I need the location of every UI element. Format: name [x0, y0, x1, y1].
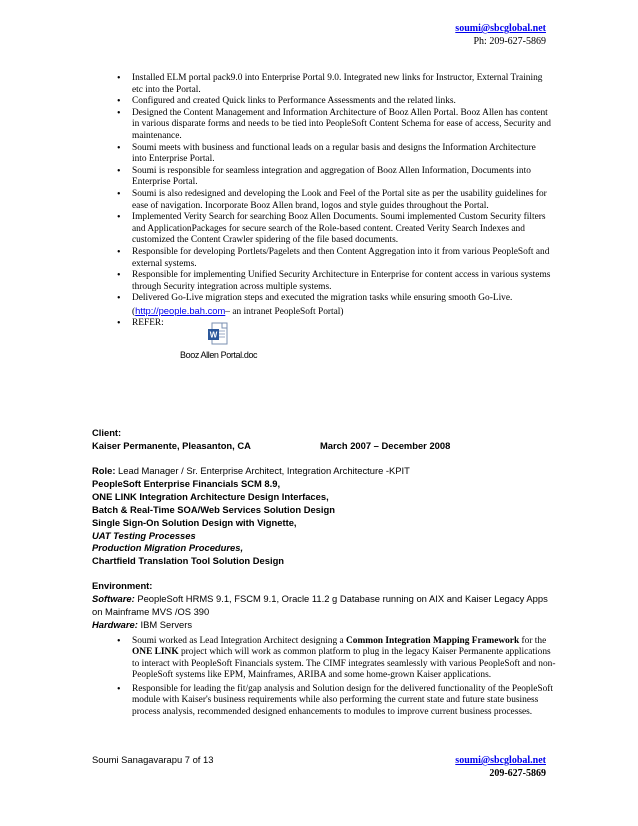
list-item: • Soumi meets with business and functional leads on a regular basis and designs the Information Architecture into Enterprise Portal.: [116, 143, 552, 166]
framework-name: Common Integration Mapping Framework: [346, 636, 520, 646]
attachment-filename[interactable]: Booz Allen Portal.doc: [180, 350, 258, 360]
list-item: [116, 293, 552, 318]
list-item: • Designed the Content Management and Information Architecture of Booz Allen Portal. Booz Allen has content in various disparate forms and needs to be tied into PeopleSoft Content Schema for ease of access, Security and maintenance.: [116, 108, 552, 143]
word-document-icon[interactable]: [208, 322, 228, 346]
list-item: • Soumi is responsible for seamless integration and aggregation of Booz Allen Information, Documents into Enterprise Portal.: [116, 166, 552, 189]
list-item: • Configured and created Quick links to Performance Assessments and the related links.: [116, 96, 552, 108]
list-item-text: project which will work as common platform to plug in the legacy Kaiser Permanente applications to interact with PeopleSoft Financials system. The CIMF integrates seamlessly with various PeopleSoft and non-PeopleSoft systems like EPM, Mainframes, ARIBA and some home-grown Kaiser applications.: [132, 647, 556, 680]
hardware-value: IBM Servers: [140, 618, 193, 630]
footer-phone: 209-627-5869: [489, 768, 546, 779]
client-block: [92, 427, 562, 453]
footer-page-label: Soumi Sanagavarapu 7 of 13: [92, 754, 214, 765]
project-name: ONE LINK: [132, 647, 179, 658]
list-item: [116, 636, 556, 681]
role-value: Lead Manager / Sr. Enterprise Architect, Integration Architecture -KPIT: [118, 465, 410, 476]
environment-label: Environment:: [92, 580, 153, 591]
responsibilities-list-top: [116, 73, 552, 330]
client-name: Kaiser Permanente, Pleasanton, CA: [92, 439, 251, 451]
project-line: Batch & Real-Time SOA/Web Services Solution Design: [92, 503, 335, 515]
project-line: Single Sign-On Solution Design with Vignette,: [92, 516, 297, 528]
list-item: • Responsible for leading the fit/gap analysis and Solution design for the delivered functionality of the PeopleSoft module with Kaiser's business requirements while also performing the current state and future state business process analysis, recommended designed enhancements to modules to improve current business processes.: [116, 684, 556, 718]
page-footer: [455, 754, 546, 780]
list-item-text: Delivered Go-Live migration steps and executed the migration tasks while ensuring smooth Go-Live.: [132, 293, 513, 304]
hardware-label: Hardware:: [92, 618, 138, 630]
role-label: Role:: [92, 465, 116, 476]
intranet-portal-link[interactable]: http://people.bah.com: [135, 304, 226, 316]
software-label: Software:: [92, 592, 135, 604]
list-item: • Installed ELM portal pack9.0 into Enterprise Portal 9.0. Integrated new links for Instructor, External Training etc into the Portal.: [116, 73, 552, 96]
svg-text:W: W: [209, 330, 218, 340]
list-item-text: for the: [519, 636, 547, 646]
project-line: Chartfield Translation Tool Solution Design: [92, 555, 285, 567]
footer-email-link[interactable]: soumi@sbcglobal.net: [455, 755, 546, 766]
list-item: • Implemented Verity Search for searching Booz Allen Documents. Soumi implemented Custom Security filters and ApplicationPackages for secure search of the Role-based content. Created Verity Search Indexes and customized the Content Crawler spidering of the file based documents.: [116, 212, 552, 247]
header-phone: Ph: 209-627-5869: [473, 36, 546, 47]
role-block: [92, 465, 562, 568]
refer-item: • REFER:: [116, 318, 552, 330]
project-line: ONE LINK Integration Architecture Design Interfaces,: [92, 490, 329, 502]
list-item: • Responsible for developing Portlets/Pagelets and then Content Aggregation into it from various PeopleSoft and external systems.: [116, 247, 552, 270]
project-line: PeopleSoft Enterprise Financials SCM 8.9,: [92, 477, 281, 489]
project-line: Production Migration Procedures,: [92, 542, 244, 554]
environment-block: [92, 580, 562, 632]
client-label: Client:: [92, 427, 122, 438]
list-item: • Soumi is also redesigned and developing the Look and Feel of the Portal site as per the usability guidelines for ease of navigation. Incorporate Booz Allen brand, logos and style guides throughout the Portal.: [116, 189, 552, 212]
software-value-cont: on Mainframe MVS /OS 390: [92, 605, 210, 617]
link-description: – an intranet PeopleSoft Portal): [225, 306, 344, 317]
link-open-paren: (: [132, 306, 136, 317]
responsibilities-list-bottom: [116, 636, 556, 721]
project-line: UAT Testing Processes: [92, 529, 196, 541]
page-header: [455, 22, 546, 48]
client-dates: March 2007 – December 2008: [320, 439, 451, 451]
software-value: PeopleSoft HRMS 9.1, FSCM 9.1, Oracle 11.2 g Database running on AIX and Kaiser Legacy Apps: [137, 592, 548, 604]
list-item: • Responsible for implementing Unified Security Architecture in Enterprise for content access in various systems through Security integration across multiple systems.: [116, 270, 552, 293]
list-item-text: Soumi worked as Lead Integration Architect designing a: [132, 636, 347, 646]
header-email-link[interactable]: soumi@sbcglobal.net: [455, 23, 546, 34]
